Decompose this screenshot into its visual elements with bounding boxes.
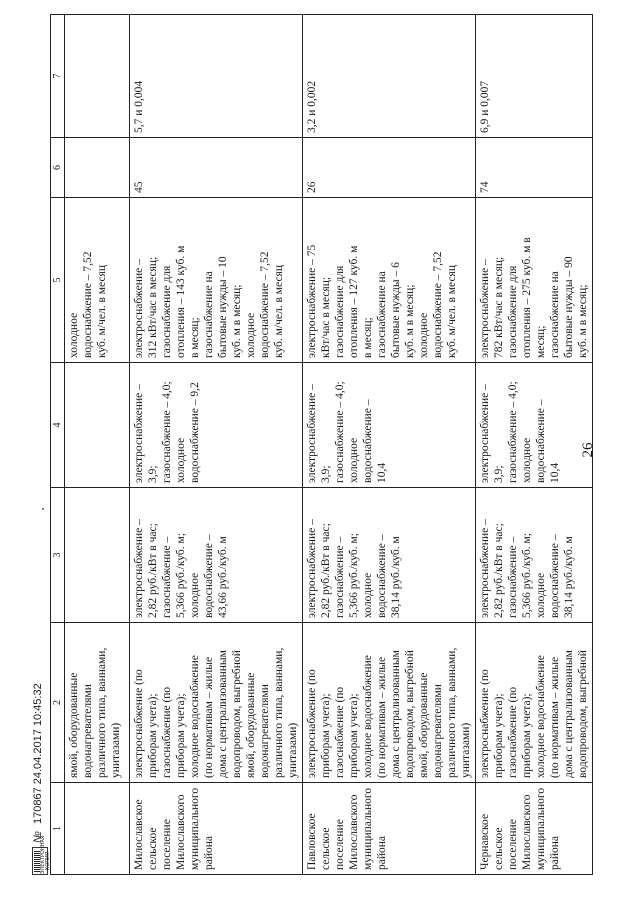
column-header: 5 <box>51 198 65 363</box>
table-row <box>476 15 593 875</box>
tariffs-cell: электроснабжение – 2,82 руб./кВт в час; газоснабжение – 5,366 руб./куб. м; холодное водоснабжение – 38,14 руб./куб. м <box>303 488 476 623</box>
settlement-name: Павловское сельское поселение Милославского муниципального района <box>303 783 476 875</box>
value-cell: 6,9 и 0,007 <box>476 15 593 138</box>
column-header: 4 <box>51 363 65 488</box>
scan-speck <box>42 508 44 510</box>
column-header: 6 <box>51 138 65 198</box>
column-header: 3 <box>51 488 65 623</box>
column-header: 2 <box>51 623 65 783</box>
table-header-row <box>51 15 65 875</box>
settlement-name: Милославское сельское поселение Милославского муниципального района <box>130 783 303 875</box>
index-cell: электроснабжение – 3,9; газоснабжение – 4,0; холодное водоснабжение – 10,4 <box>476 363 593 488</box>
value-cell: 45 <box>130 138 303 198</box>
document-id <box>32 683 44 843</box>
services-cell: электроснабжение (по приборам учета); газоснабжение (по приборам учета); холодное водоснабжение (по нормативам – жилые дома с централизованным водопроводом, выгребной ямой, оборудованные водонагревателями различного типа, ваннами, унитазами) <box>303 623 476 783</box>
consumption-cell: электроснабжение – 75 кВт/час в месяц; газоснабжение для отопления – 127 куб. м в месяц; газоснабжение на бытовые нужды – 6 куб. м в месяц; холодное водоснабжение – 7,52 куб. м/чел. в месяц <box>303 198 476 363</box>
index-cell: электроснабжение – 3,9; газоснабжение – 4,0; холодное водоснабжение – 9,2 <box>130 363 303 488</box>
value-cell: 5,7 и 0,004 <box>130 15 303 138</box>
services-cell: электроснабжение (по приборам учета); газоснабжение (по приборам учета); холодное водоснабжение (по нормативам – жилые дома с централизованным водопроводом, выгребной <box>476 623 593 783</box>
tariffs-cell: электроснабжение – 2,82 руб./кВт в час; газоснабжение – 5,366 руб./куб. м; холодное водоснабжение – 38,14 руб./куб. м <box>476 488 593 623</box>
table-cell: холодное водоснабжение – 7,52 куб. м/чел. в месяц <box>65 198 130 363</box>
tariffs-cell: электроснабжение – 2,82 руб./кВт в час; газоснабжение – 5,366 руб./куб. м; холодное водоснабжение – 43,66 руб./куб. м <box>130 488 303 623</box>
value-cell: 74 <box>476 138 593 198</box>
continuation-row <box>65 15 130 875</box>
utility-tariff-table <box>50 14 593 875</box>
document-number: 170867 <box>32 787 44 825</box>
table-cell <box>65 488 130 623</box>
value-cell: 3,2 и 0,002 <box>303 15 476 138</box>
table-cell <box>65 363 130 488</box>
document-datetime: 24.04.2017 10:45:32 <box>32 683 44 785</box>
index-cell: электроснабжение – 3,9; газоснабжение – 4,0; холодное водоснабжение – 10,4 <box>303 363 476 488</box>
e-copy-stamp-icon: ЭЛЕКТРОННАЯ КОПИЯ <box>32 847 48 875</box>
value-cell: 26 <box>303 138 476 198</box>
table-cell <box>65 783 130 875</box>
table-cell <box>65 138 130 198</box>
document-footer <box>30 575 52 875</box>
table-cell: ямой, оборудованные водонагревателями различного типа, ваннами, унитазами) <box>65 623 130 783</box>
consumption-cell: электроснабжение – 312 кВт/час в месяц; газоснабжение для отопления – 143 куб. м в месяц; газоснабжение на бытовые нужды – 10 куб. м в месяц; холодное водоснабжение – 7,52 куб. м/чел. в месяц <box>130 198 303 363</box>
table-row <box>303 15 476 875</box>
column-header: 1 <box>51 783 65 875</box>
page-number: 26 <box>580 442 596 458</box>
column-header: 7 <box>51 15 65 138</box>
table-row <box>130 15 303 875</box>
settlement-name: Чернавское сельское поселение Милославского муниципального района <box>476 783 593 875</box>
table-cell <box>65 15 130 138</box>
number-sign: № <box>32 831 44 843</box>
services-cell: электроснабжение (по приборам учета); газоснабжение (по приборам учета); холодное водоснабжение (по нормативам – жилые дома с централизованным водопроводом, выгребной ямой, оборудованные водонагревателями различного типа, ваннами, унитазами) <box>130 623 303 783</box>
consumption-cell: электроснабжение – 782 кВт/час в месяц; газоснабжение для отопления – 275 куб. м в месяц; газоснабжение на бытовые нужды – 90 куб. м в месяц; <box>476 198 593 363</box>
